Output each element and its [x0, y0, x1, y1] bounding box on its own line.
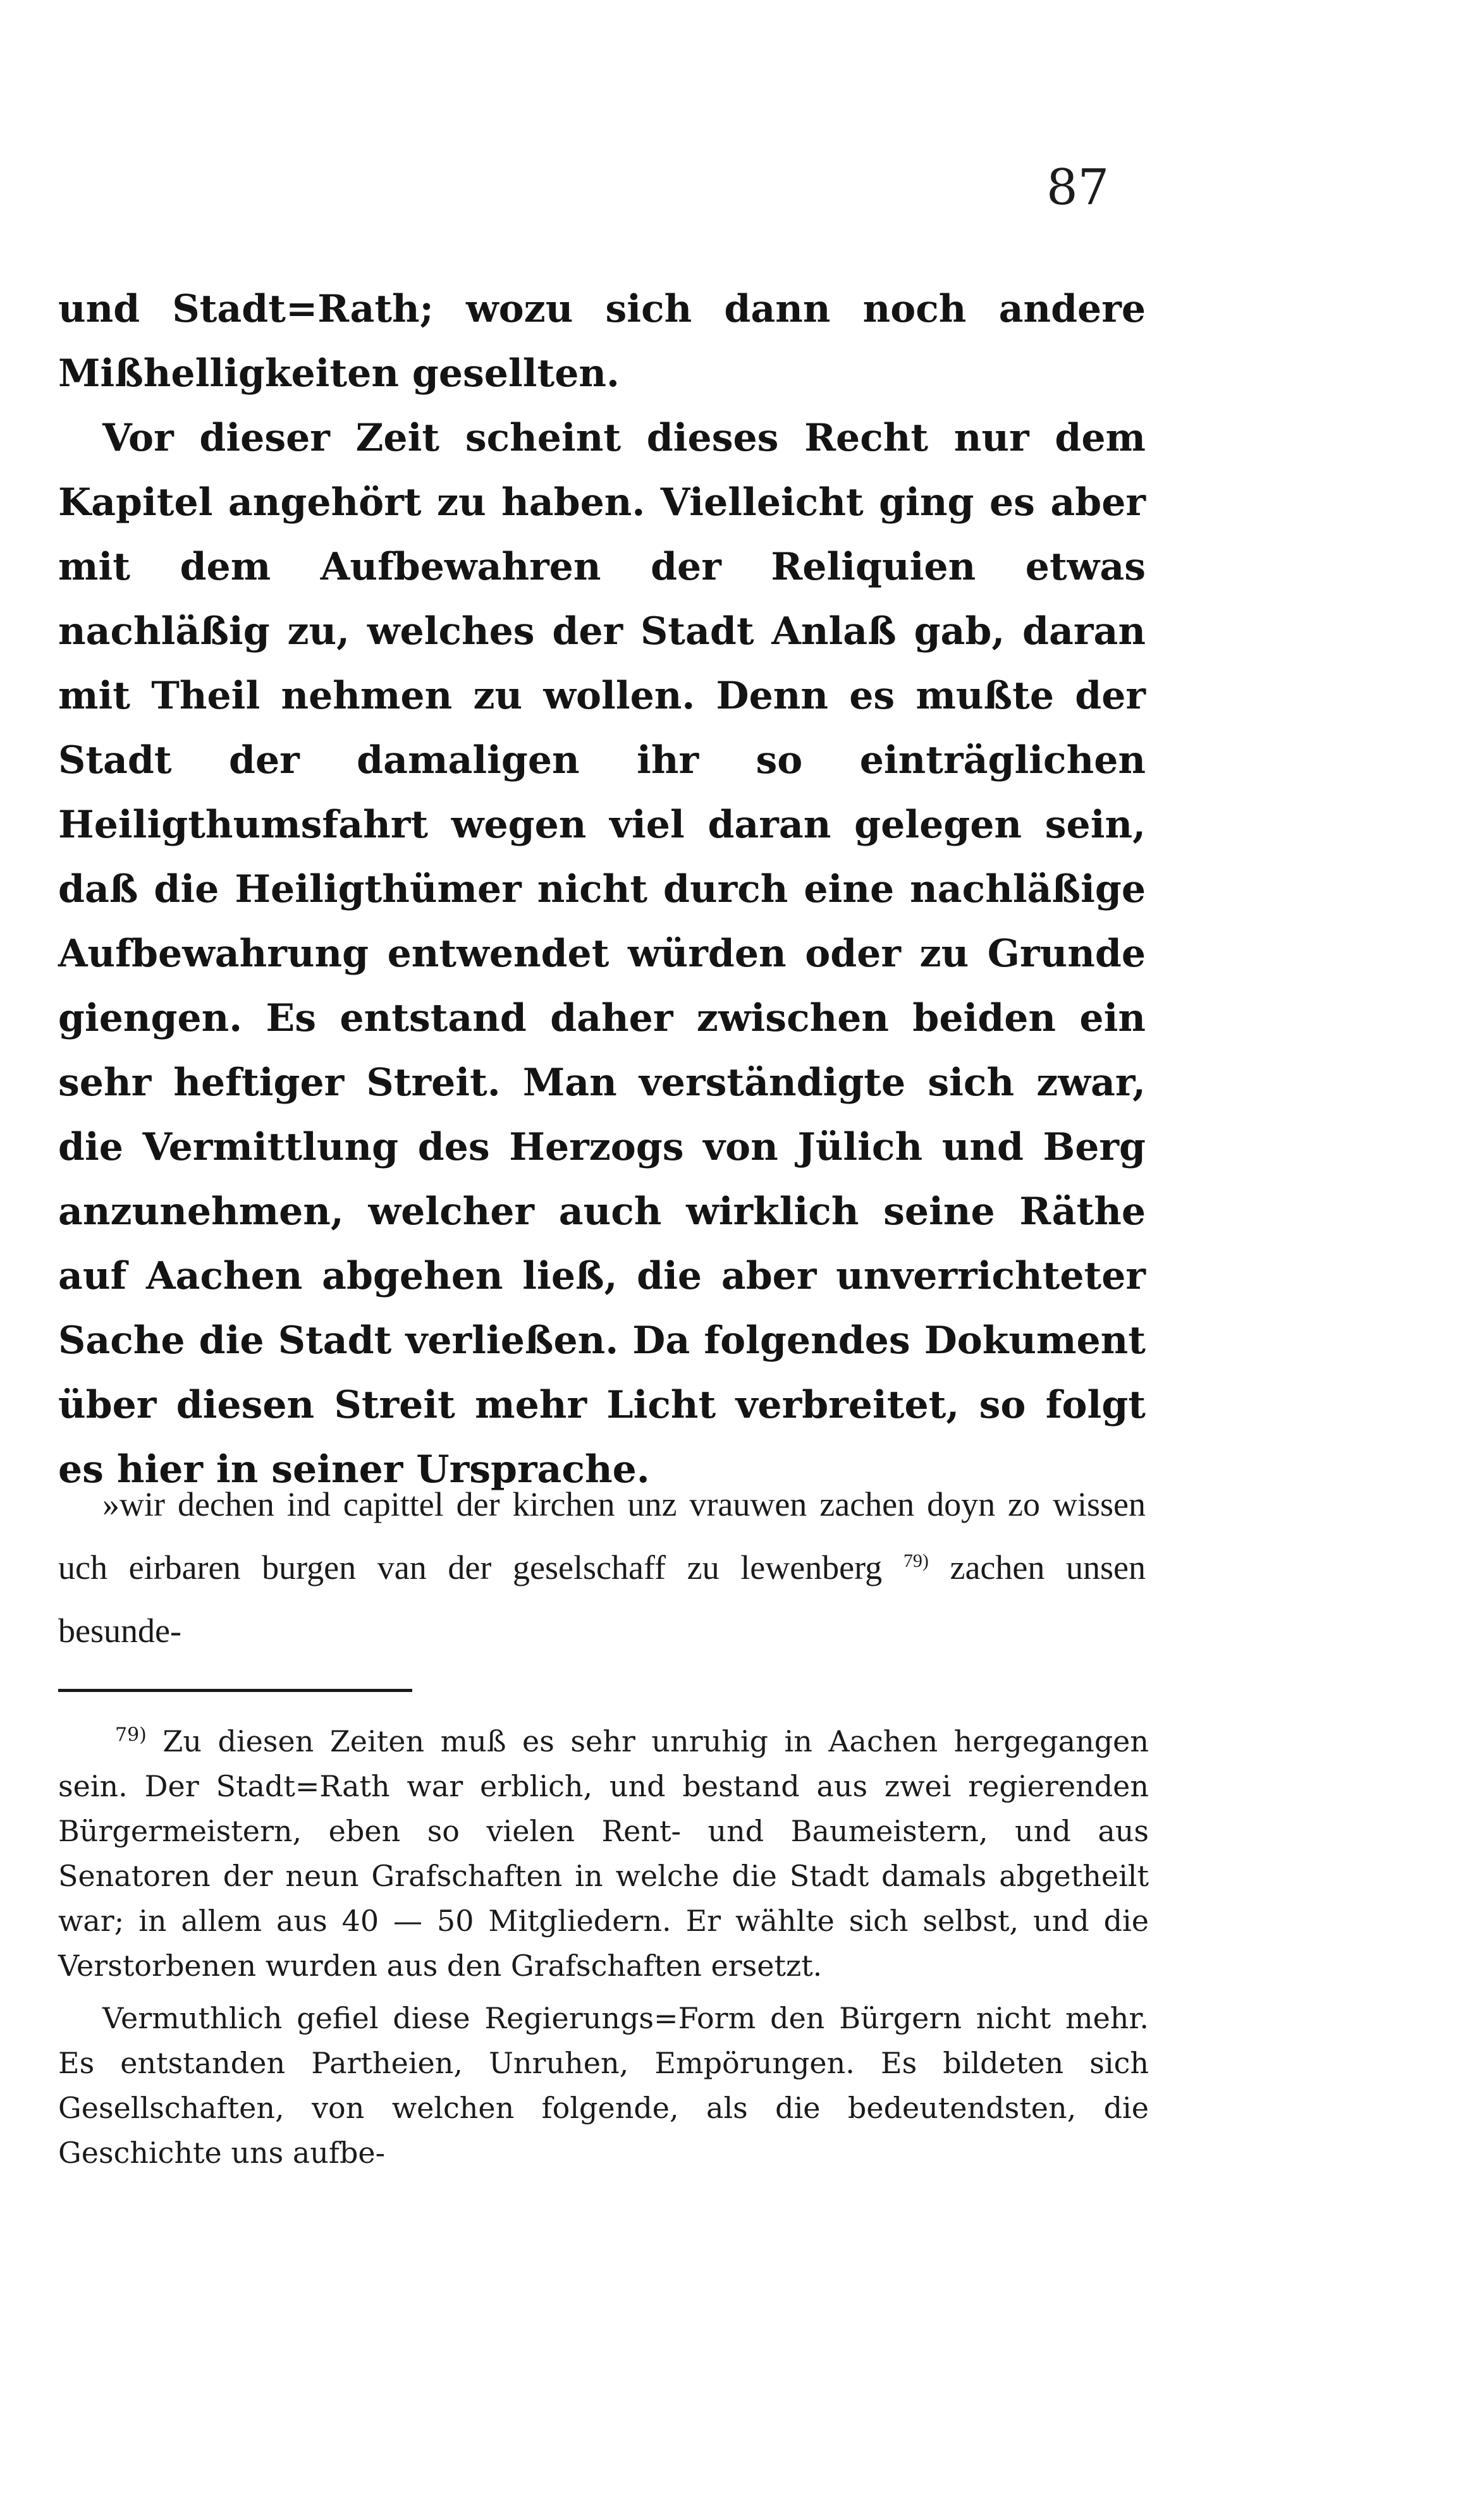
quote-text: »wir dechen ind capittel der kirchen unz vrauwen zachen doyn zo wissen uch eirbaren burgen van der geselschaff zu lewenberg [58, 1485, 1146, 1586]
footnote-79 [58, 1719, 1149, 1988]
footnote-reference: 79) [903, 1550, 929, 1571]
page-number: 87 [1046, 159, 1110, 216]
footnotes [58, 1719, 1149, 2176]
paragraph-body: Vor dieser Zeit scheint dieses Recht nur dem Kapitel angehört zu haben. Vielleicht ging es aber mit dem Aufbewahren der Reliquien etwas nachläßig zu, welches der Stadt Anlaß gab, daran mit Theil nehmen zu wollen. Denn es mußte der Stadt der damaligen ihr so einträglichen Heiligthumsfahrt wegen viel daran gelegen sein, daß die Heiligthümer nicht durch eine nachläßige Aufbewahrung entwendet würden oder zu Grunde giengen. Es entstand daher zwischen beiden ein sehr heftiger Streit. Man verständigte sich zwar, die Vermittlung des Herzogs von Jülich und Berg anzunehmen, welcher auch wirklich seine Räthe auf Aachen abgehen ließ, die aber unverrichteter Sache die Stadt verließen. Da folgendes Dokument über diesen Streit mehr Licht verbreitet, so folgt es hier in seiner Ursprache. [58, 416, 1146, 1492]
historical-document-quote [58, 1473, 1146, 1662]
quote-text-continued: zachen unsen besunde- [58, 1549, 1146, 1650]
main-text [58, 277, 1146, 1502]
footnote-text: Zu diesen Zeiten muß es sehr unruhig in Aachen hergegangen sein. Der Stadt=Rath war erblich, und bestand aus zwei regierenden Bürgermeistern, eben so vielen Rent- und Baumeistern, und aus Senatoren der neun Grafschaften in welche die Stadt damals abgetheilt war; in allem aus 40 — 50 Mitgliedern. Er wählte sich selbst, und die Verstorbenen wurden aus den Grafschaften ersetzt. [58, 1724, 1149, 1983]
footnote-divider [58, 1689, 412, 1692]
footnote-continuation: Vermuthlich gefiel diese Regierungs=Form den Bürgern nicht mehr. Es entstanden Partheien, Unruhen, Empörungen. Es bildeten sich Gesellschaften, von welchen folgende, als die bedeutendsten, die Geschichte uns aufbe- [58, 2001, 1149, 2170]
footnote-mark: 79) [115, 1724, 147, 1746]
paragraph-continuation: und Stadt=Rath; wozu sich dann noch andere Mißhelligkeiten gesellten. [58, 287, 1146, 396]
